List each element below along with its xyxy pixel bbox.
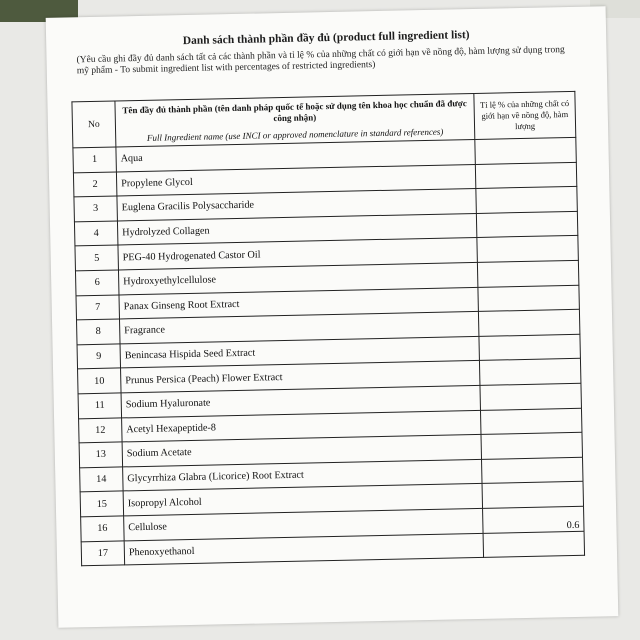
ingredient-percentage — [480, 383, 581, 410]
header-no: No — [72, 101, 116, 148]
ingredient-name: Fragrance — [119, 312, 478, 344]
ingredient-name: PEG-40 Hydrogenated Castor Oil — [118, 238, 477, 270]
row-number: 2 — [73, 172, 117, 197]
ingredient-name: Hydroxyethylcellulose — [118, 262, 477, 294]
ingredient-percentage — [477, 260, 578, 287]
ingredient-name: Sodium Hyaluronate — [121, 385, 480, 417]
ingredient-percentage — [478, 309, 579, 336]
ingredient-name: Acetyl Hexapeptide-8 — [122, 410, 481, 442]
document-sheet — [46, 6, 619, 628]
ingredient-name: Hydrolyzed Collagen — [117, 213, 476, 245]
row-number: 12 — [79, 417, 123, 442]
row-number: 11 — [78, 393, 122, 418]
ingredient-percentage — [478, 285, 579, 312]
row-number: 1 — [73, 147, 117, 172]
ingredient-name: Euglena Gracilis Polysaccharide — [117, 189, 476, 221]
ingredient-name: Sodium Acetate — [122, 435, 481, 467]
row-number: 10 — [78, 368, 122, 393]
ingredient-name: Benincasa Hispida Seed Extract — [120, 336, 479, 368]
ingredient-percentage — [476, 211, 577, 238]
ingredient-name: Glycyrrhiza Glabra (Licorice) Root Extract — [123, 459, 482, 491]
header-name-vi: Tên đầy đủ thành phần (tên danh pháp quốc tế hoặc sử dụng tên khoa học chuẩn đã được công nhận) — [122, 98, 467, 124]
row-number: 6 — [75, 270, 119, 295]
row-number: 5 — [75, 245, 119, 270]
row-number: 16 — [81, 516, 125, 541]
row-number: 13 — [79, 442, 123, 467]
ingredient-name: Panax Ginseng Root Extract — [119, 287, 478, 319]
ingredient-percentage — [479, 359, 580, 386]
ingredient-percentage: 0.6 — [483, 506, 584, 533]
header-ingredient-name — [115, 93, 475, 147]
document-subtitle: (Yêu cầu ghi đầy đủ danh sách tất cả các thành phần và tỉ lệ % của những chất có giới hạn về nồng độ, hàm lượng sử dụng trong mỹ phẩm - To submit ingredient list with percentages of restricted ingredients) — [76, 45, 565, 77]
row-number: 7 — [76, 295, 120, 320]
row-number: 3 — [74, 196, 118, 221]
row-number: 9 — [77, 344, 121, 369]
ingredient-percentage — [479, 334, 580, 361]
row-number: 14 — [80, 467, 124, 492]
ingredient-table — [71, 91, 585, 567]
ingredient-percentage — [482, 457, 583, 484]
ingredient-percentage — [475, 162, 576, 189]
document-title: Danh sách thành phần đầy đủ (product full ingredient list) — [182, 29, 470, 48]
ingredient-percentage — [482, 482, 583, 509]
ingredient-name: Phenoxyethanol — [124, 533, 483, 565]
ingredient-name: Isopropyl Alcohol — [123, 484, 482, 516]
row-number: 4 — [74, 221, 118, 246]
ingredient-percentage — [477, 236, 578, 263]
ingredient-name: Prunus Persica (Peach) Flower Extract — [121, 361, 480, 393]
ingredient-percentage — [481, 432, 582, 459]
ingredient-percentage — [475, 137, 576, 164]
row-number: 8 — [77, 319, 121, 344]
header-name-en: Full Ingredient name (use INCI or approved nomenclature in standard references) — [146, 126, 444, 143]
ingredient-name: Cellulose — [124, 508, 483, 540]
ingredient-percentage — [476, 187, 577, 214]
ingredient-percentage — [480, 408, 581, 435]
header-percentage: Tỉ lệ % của những chất có giới hạn về nồng độ, hàm lượng — [474, 91, 576, 139]
row-number: 15 — [80, 491, 124, 516]
ingredient-name: Aqua — [116, 139, 475, 171]
row-number: 17 — [81, 540, 125, 565]
ingredient-percentage — [483, 531, 584, 558]
ingredient-name: Propylene Glycol — [116, 164, 475, 196]
